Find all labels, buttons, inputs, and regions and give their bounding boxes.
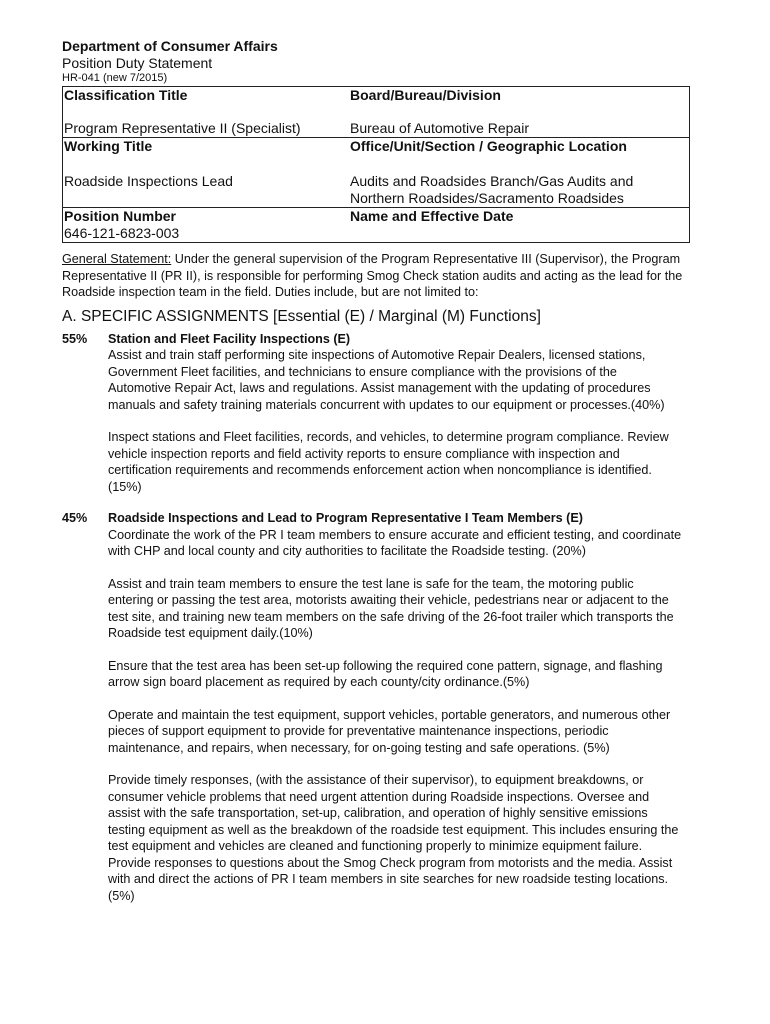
general-statement-text: Under the general supervision of the Program Representative III (Supervisor), the Program Representative II (PR II), is responsible for performing Smog Check station audits and acting as the lead for the Roadside inspection team in the field. Duties include, but are not limited to: — [62, 252, 683, 299]
office-value: Audits and Roadsides Branch/Gas Audits and Northern Roadsides/Sacramento Roadsides — [350, 173, 634, 206]
name-date-cell — [349, 208, 690, 243]
department-title: Department of Consumer Affairs — [62, 38, 278, 54]
duty-body — [108, 510, 682, 914]
duty-paragraph: Assist and train team members to ensure the test lane is safe for the team, the motoring public entering or passing the test area, motorists awaiting their vehicle, pedestrians near or adjacent to the test site, and training new team members on the safe driving of the 26-foot trailer which transports the Roadside test equipment daily.(10%) — [108, 576, 674, 640]
board-value: Bureau of Automotive Repair — [350, 120, 529, 136]
duty-item — [62, 331, 692, 506]
position-number-cell — [63, 208, 350, 243]
duty-item — [62, 510, 692, 914]
classification-value: Program Representative II (Specialist) — [64, 120, 301, 136]
position-number-label: Position Number — [64, 208, 177, 224]
section-a-title: A. SPECIFIC ASSIGNMENTS [Essential (E) / Marginal (M) Functions] — [62, 307, 541, 325]
duty-paragraph: Ensure that the test area has been set-up following the required cone pattern, signage, and flashing arrow sign board placement as required by each county/city ordinance.(5%) — [108, 658, 663, 689]
duty-paragraph: Coordinate the work of the PR I team members to ensure accurate and efficient testing, and coordinate with CHP and local county and city authorities to facilitate the Roadside testing. (20%) — [108, 527, 682, 558]
office-cell — [349, 138, 690, 208]
duty-paragraph: Assist and train staff performing site inspections of Automotive Repair Dealers, licensed stations, Government Fleet facilities, and technicians to ensure compliance with the provisions of the Automotive Repair Act, laws and regulations. Assist management with the updating of procedures manuals and safety training materials concurrent with updates to our equipment or processes.(40%) — [108, 348, 665, 412]
position-number-value: 646-121-6823-003 — [64, 225, 180, 241]
general-statement-label: General Statement: — [62, 252, 172, 266]
duty-paragraph: Operate and maintain the test equipment, support vehicles, portable generators, and numerous other pieces of support equipment to provide for preventative maintenance inspections, periodic maintenance, and repairs, when necessary, for on-going testing and safe operations. (5%) — [108, 707, 671, 755]
name-date-label: Name and Effective Date — [350, 208, 514, 224]
general-statement — [62, 251, 692, 301]
duty-title: Station and Fleet Facility Inspections (E) — [108, 331, 351, 346]
working-title-value: Roadside Inspections Lead — [64, 173, 233, 189]
board-cell — [349, 87, 690, 138]
working-title-cell — [63, 138, 350, 208]
duty-body — [108, 331, 682, 506]
duty-paragraph: Inspect stations and Fleet facilities, records, and vehicles, to determine program compliance. Review vehicle inspection reports and field activity reports to ensure compliance with inspection and certification requirements and recommends enforcement action when noncompliance is identified. (15%) — [108, 430, 669, 494]
duty-statement-page — [62, 38, 692, 914]
duty-percent: 45% — [62, 511, 88, 525]
document-subtitle: Position Duty Statement — [62, 55, 213, 71]
form-number: HR-041 (new 7/2015) — [62, 72, 168, 84]
position-info-table — [62, 86, 690, 243]
working-title-label: Working Title — [64, 138, 153, 154]
duty-paragraph: Provide timely responses, (with the assistance of their supervisor), to equipment breakdowns, or consumer vehicle problems that need urgent attention during Roadside inspections. Oversee and assist with the safe transportation, set-up, calibration, and operation of highly sensitive emissions testing equipment as well as the breakdown of the roadside test equipment. This includes ensuring the test equipment and vehicles are cleaned and functioning properly to minimize equipment failure. Provide responses to questions about the Smog Check program from motorists and the media. Assist with and direct the actions of PR I team members in site searches for new roadside testing locations. (5%) — [108, 773, 679, 903]
classification-label: Classification Title — [64, 87, 188, 103]
office-label: Office/Unit/Section / Geographic Location — [350, 138, 627, 154]
duty-title: Roadside Inspections and Lead to Program Representative I Team Members (E) — [108, 511, 583, 525]
classification-cell — [63, 87, 350, 138]
duty-percent: 55% — [62, 331, 88, 346]
board-label: Board/Bureau/Division — [350, 87, 501, 103]
